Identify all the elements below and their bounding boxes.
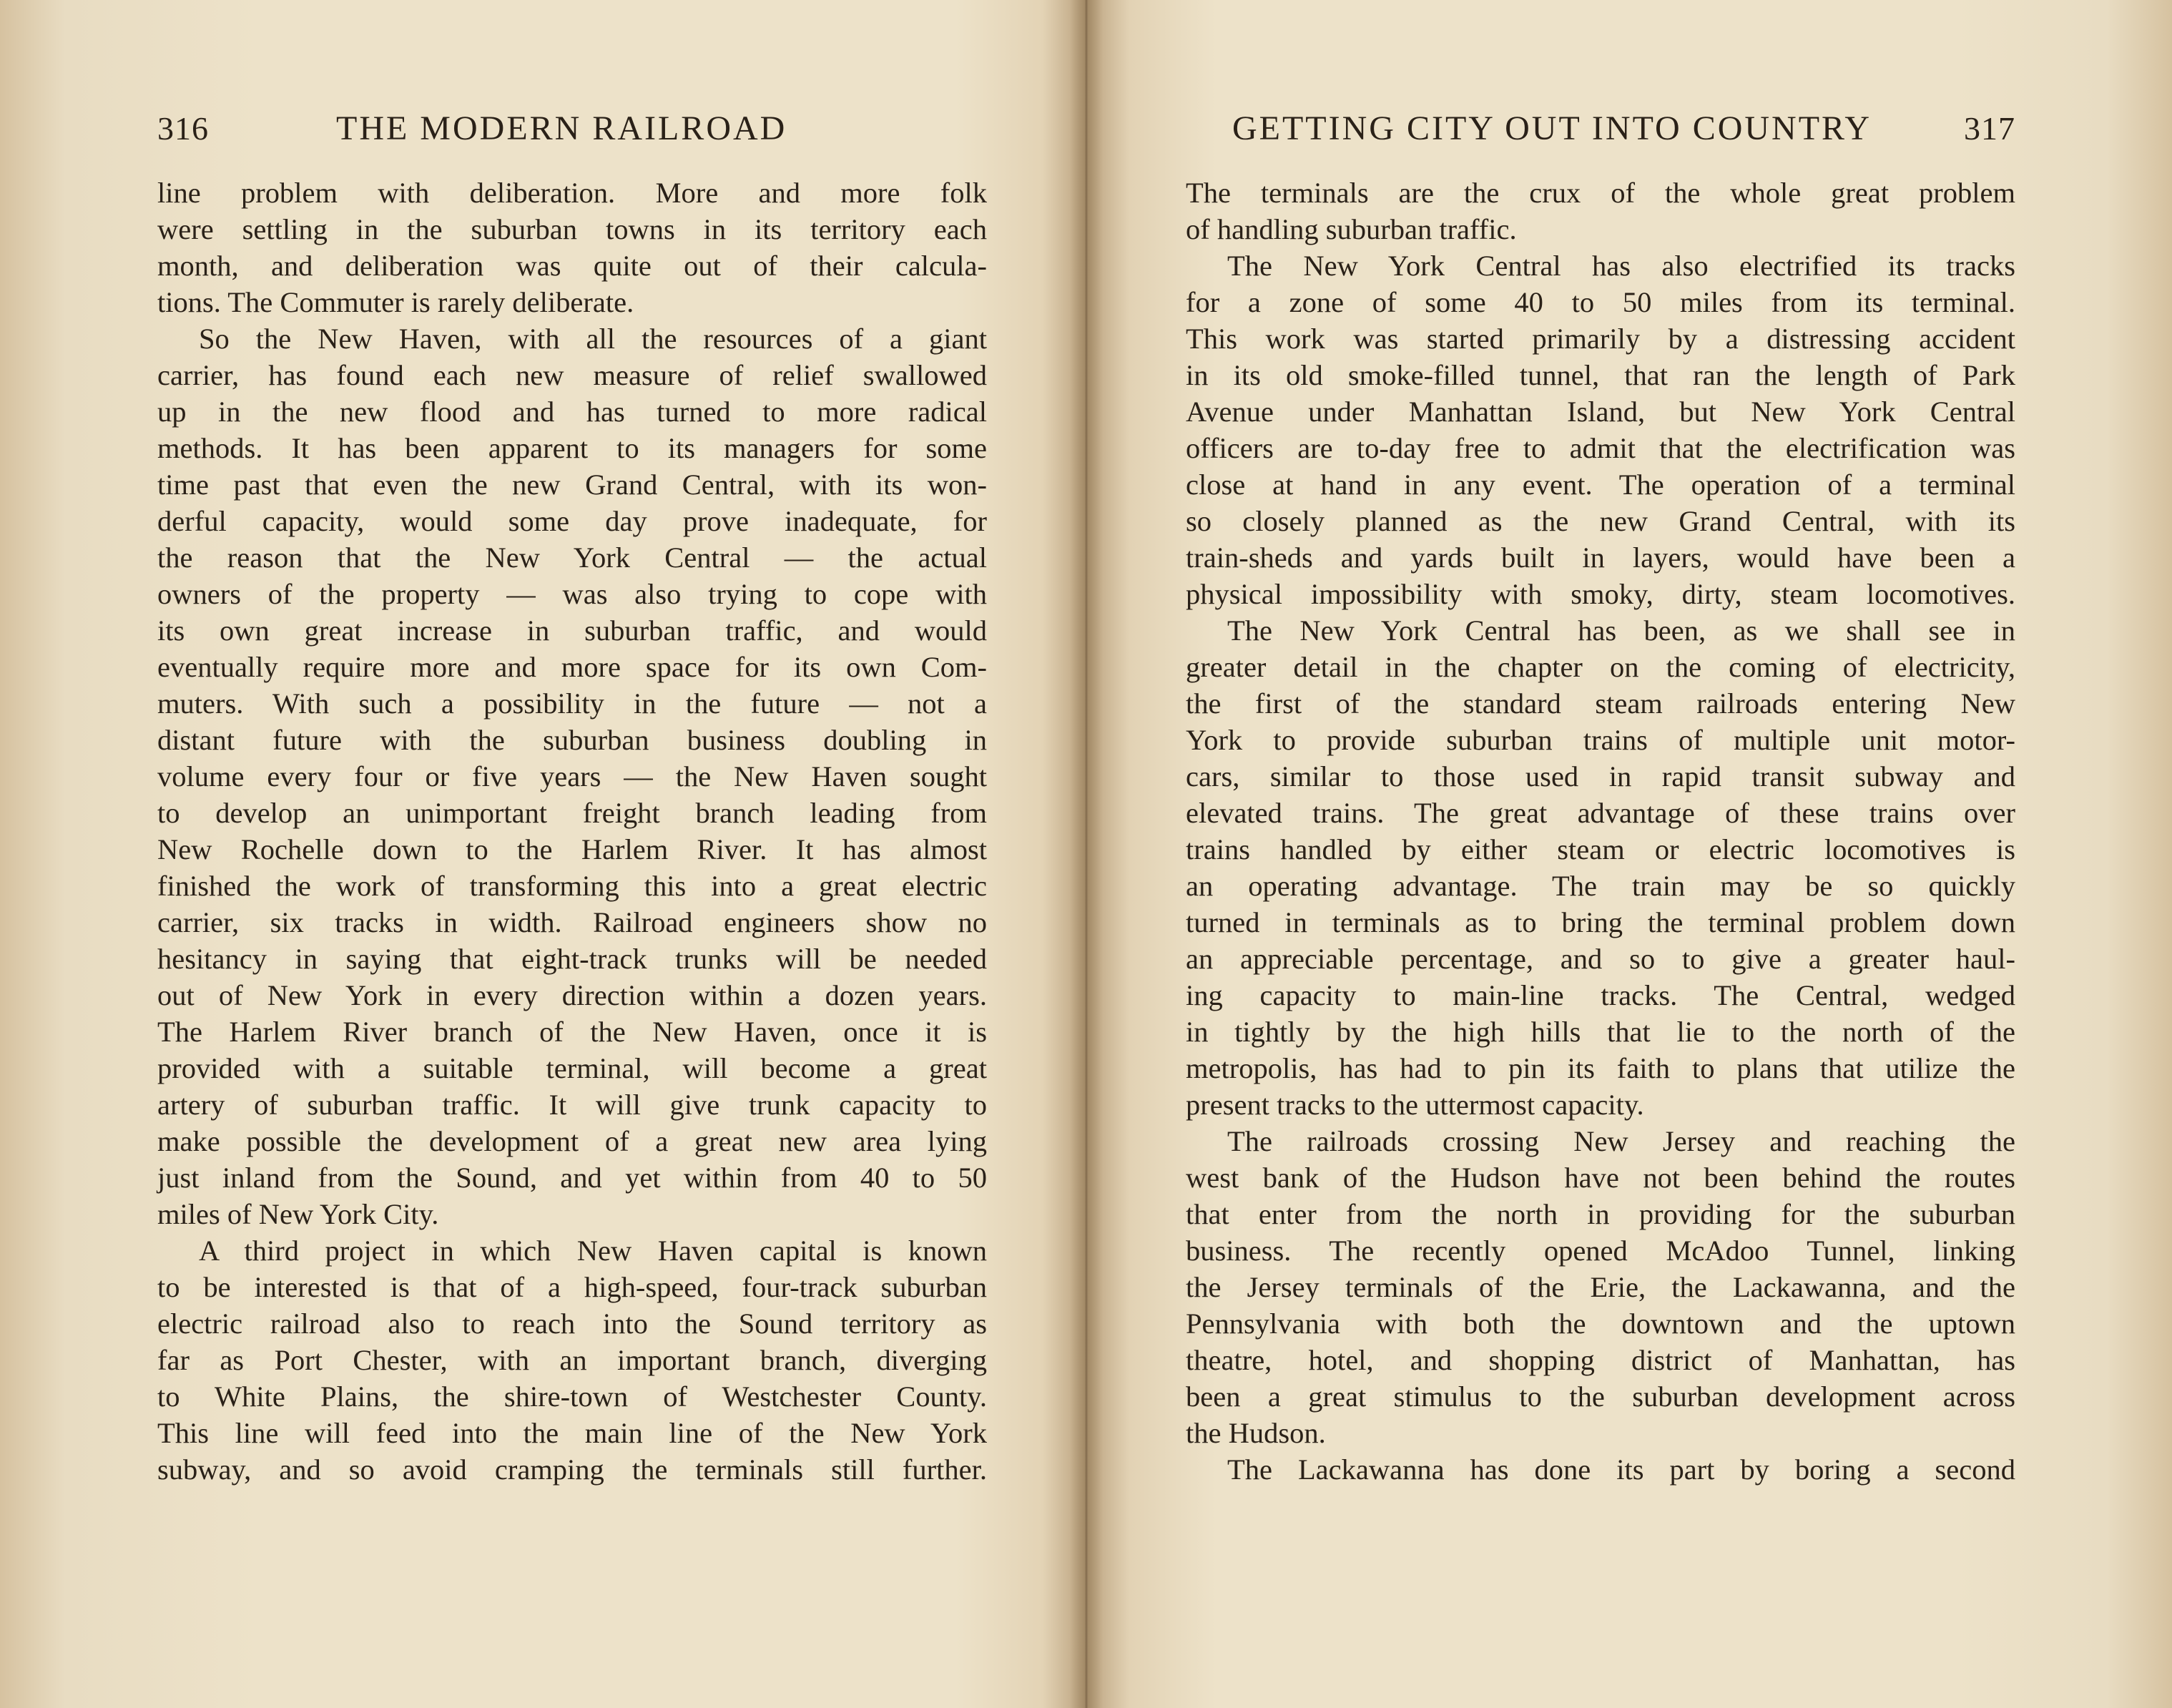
text-line: out of New York in every direction within a dozen years. [157, 979, 987, 1011]
text-line: time past that even the new Grand Central, with its won- [157, 468, 987, 501]
text-line: to be interested is that of a high-speed, four-track suburban [157, 1271, 987, 1303]
text-line: hesitancy in saying that eight-track trunks will be needed [157, 943, 987, 975]
text-line: just inland from the Sound, and yet within from 40 to 50 [157, 1162, 987, 1194]
text-line: in its old smoke-filled tunnel, that ran the length of Park [1186, 359, 2015, 391]
left-running-head [157, 107, 987, 150]
text-line: The Harlem River branch of the New Haven, once it is [157, 1016, 987, 1048]
text-line: metropolis, has had to pin its faith to plans that utilize the [1186, 1052, 2015, 1084]
text-line: York to provide suburban trains of multiple unit motor- [1186, 724, 2015, 756]
text-line: the Hudson. [1186, 1417, 1326, 1449]
text-line: been a great stimulus to the suburban development across [1186, 1380, 2015, 1413]
text-line: an operating advantage. The train may be so quickly [1186, 870, 2015, 902]
text-line: The terminals are the crux of the whole great problem [1186, 177, 2015, 209]
text-line: derful capacity, would some day prove inadequate, for [157, 505, 987, 537]
left-page [157, 0, 987, 1708]
text-line: A third project in which New Haven capital is known [199, 1235, 987, 1267]
text-line: distant future with the suburban business doubling in [157, 724, 987, 756]
text-line: ing capacity to main-line tracks. The Central, wedged [1186, 979, 2015, 1011]
text-line: officers are to-day free to admit that the electrification was [1186, 432, 2015, 464]
text-line: make possible the development of a great new area lying [157, 1125, 987, 1157]
text-line: were settling in the suburban towns in its territory each [157, 213, 987, 245]
text-line: west bank of the Hudson have not been behind the routes [1186, 1162, 2015, 1194]
text-line: present tracks to the uttermost capacity. [1186, 1089, 1644, 1121]
text-line: physical impossibility with smoky, dirty, steam locomotives. [1186, 578, 2015, 610]
text-line: so closely planned as the new Grand Central, with its [1186, 505, 2015, 537]
right-page [1186, 0, 2015, 1708]
text-line: up in the new flood and has turned to more radical [157, 396, 987, 428]
text-line: The New York Central has also electrified its tracks [1227, 250, 2015, 282]
text-line: for a zone of some 40 to 50 miles from its terminal. [1186, 286, 2015, 318]
text-line: far as Port Chester, with an important branch, diverging [157, 1344, 987, 1376]
text-line: Avenue under Manhattan Island, but New York Central [1186, 396, 2015, 428]
text-line: the Jersey terminals of the Erie, the Lackawanna, and the [1186, 1271, 2015, 1303]
text-line: the reason that the New York Central — the actual [157, 541, 987, 574]
text-line: finished the work of transforming this into a great electric [157, 870, 987, 902]
text-line: miles of New York City. [157, 1198, 439, 1230]
text-line: train-sheds and yards built in layers, would have been a [1186, 541, 2015, 574]
text-line: New Rochelle down to the Harlem River. It has almost [157, 833, 987, 865]
text-line: tions. The Commuter is rarely deliberate. [157, 286, 634, 318]
text-line: greater detail in the chapter on the coming of electricity, [1186, 651, 2015, 683]
text-line: that enter from the north in providing for the suburban [1186, 1198, 2015, 1230]
text-line: the first of the standard steam railroads entering New [1186, 687, 2015, 720]
left-body-text [157, 175, 987, 1488]
text-line: muters. With such a possibility in the future — not a [157, 687, 987, 720]
right-body-text [1186, 175, 2015, 1488]
text-line: in tightly by the high hills that lie to the north of the [1186, 1016, 2015, 1048]
text-line: artery of suburban traffic. It will give trunk capacity to [157, 1089, 987, 1121]
text-line: owners of the property — was also trying to cope with [157, 578, 987, 610]
text-line: electric railroad also to reach into the Sound territory as [157, 1307, 987, 1340]
text-line: of handling suburban traffic. [1186, 213, 1517, 245]
text-line: to develop an unimportant freight branch leading from [157, 797, 987, 829]
text-line: cars, similar to those used in rapid transit subway and [1186, 760, 2015, 792]
text-line: month, and deliberation was quite out of their calcula- [157, 250, 987, 282]
text-line: its own great increase in suburban traffic, and would [157, 614, 987, 647]
text-line: eventually require more and more space for its own Com- [157, 651, 987, 683]
text-line: The New York Central has been, as we shall see in [1227, 614, 2015, 647]
right-running-head [1186, 107, 2015, 150]
text-line: theatre, hotel, and shopping district of Manhattan, has [1186, 1344, 2015, 1376]
text-line: This work was started primarily by a distressing accident [1186, 323, 2015, 355]
text-line: So the New Haven, with all the resources of a giant [199, 323, 987, 355]
text-line: an appreciable percentage, and so to give a greater haul- [1186, 943, 2015, 975]
text-line: business. The recently opened McAdoo Tunnel, linking [1186, 1235, 2015, 1267]
left-running-title: THE MODERN RAILROAD [336, 109, 787, 147]
left-page-number: 316 [157, 110, 209, 147]
text-line: carrier, six tracks in width. Railroad engineers show no [157, 906, 987, 938]
text-line: Pennsylvania with both the downtown and the uptown [1186, 1307, 2015, 1340]
text-line: turned in terminals as to bring the terminal problem down [1186, 906, 2015, 938]
text-line: The Lackawanna has done its part by boring a second [1227, 1453, 2015, 1486]
text-line: methods. It has been apparent to its managers for some [157, 432, 987, 464]
text-line: volume every four or five years — the New Haven sought [157, 760, 987, 792]
text-line: carrier, has found each new measure of relief swallowed [157, 359, 987, 391]
text-line: This line will feed into the main line of the New York [157, 1417, 987, 1449]
text-line: close at hand in any event. The operation of a terminal [1186, 468, 2015, 501]
text-line: provided with a suitable terminal, will become a great [157, 1052, 987, 1084]
text-line: to White Plains, the shire-town of Westchester County. [157, 1380, 987, 1413]
text-line: The railroads crossing New Jersey and reaching the [1227, 1125, 2015, 1157]
text-line: trains handled by either steam or electric locomotives is [1186, 833, 2015, 865]
book-gutter [1070, 0, 1103, 1708]
text-line: line problem with deliberation. More and more folk [157, 177, 987, 209]
text-line: elevated trains. The great advantage of these trains over [1186, 797, 2015, 829]
right-page-number: 317 [1964, 110, 2015, 147]
right-running-title: GETTING CITY OUT INTO COUNTRY [1232, 109, 1872, 147]
text-line: subway, and so avoid cramping the terminals still further. [157, 1453, 987, 1486]
